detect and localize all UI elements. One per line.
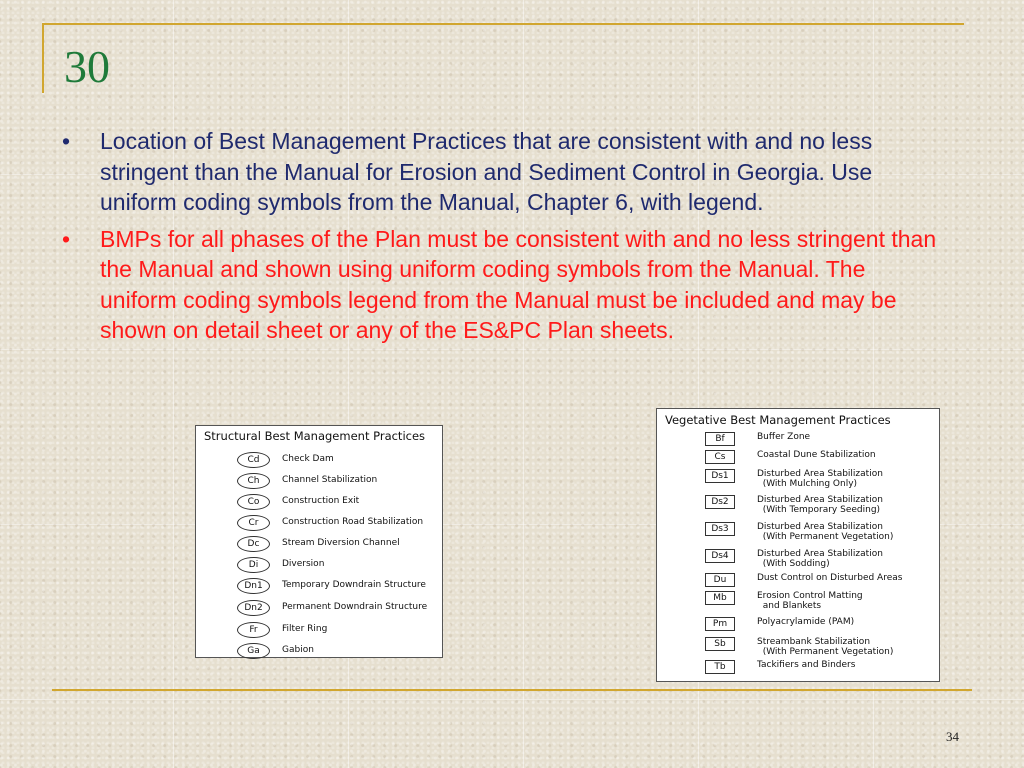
legend-code-symbol: Cr [237,515,270,531]
legend-row [196,578,426,594]
legend-code-symbol: Ds2 [705,495,735,509]
legend-label: Disturbed Area Stabilization (With Temporary Seeding) [757,495,883,515]
legend-row [657,591,863,611]
legend-label: Diversion [282,559,325,569]
bullet-marker: • [62,225,71,252]
legend-label: Check Dam [282,454,334,464]
legend-code-symbol: Cd [237,452,270,468]
legend-row [196,473,377,489]
legend-row [196,452,334,468]
legend-label: Gabion [282,645,314,655]
legend-row [196,643,314,659]
legend-row [657,617,854,631]
left-accent-rule [42,23,44,93]
legend-label: Coastal Dune Stabilization [757,450,876,460]
legend-label: Temporary Downdrain Structure [282,580,426,590]
legend-code-symbol: Tb [705,660,735,674]
legend-label: Dust Control on Disturbed Areas [757,573,903,583]
legend-row [657,549,883,569]
legend-label: Disturbed Area Stabilization (With Mulching Only) [757,469,883,489]
legend-code-symbol: Ds1 [705,469,735,483]
legend-code-symbol: Dn1 [237,578,270,594]
legend-label: Disturbed Area Stabilization (With Sodding) [757,549,883,569]
legend-row [196,494,359,510]
legend-code-symbol: Fr [237,622,270,638]
legend-label: Construction Road Stabilization [282,517,424,527]
legend-row [657,432,810,446]
legend-label: Erosion Control Matting and Blankets [757,591,863,611]
structural-bmp-legend [195,425,443,658]
legend-row [196,515,423,531]
legend-code-symbol: Du [705,573,735,587]
legend-row [657,573,902,587]
legend-title: Vegetative Best Management Practices [665,413,891,427]
legend-row [196,557,324,573]
legend-code-symbol: Cs [705,450,735,464]
legend-code-symbol: Pm [705,617,735,631]
bullet-text: BMPs for all phases of the Plan must be consistent with and no less stringent than the Manual and shown using uniform coding symbols from the Manual. The uniform coding symbols legend from the Manual must be included and may be shown on detail sheet or any of the ES&PC Plan sheets. [100,225,937,343]
legend-row [657,637,893,657]
legend-code-symbol: Di [237,557,270,573]
bottom-accent-rule [52,689,972,691]
legend-code-symbol: Ch [237,473,270,489]
bullet-item-location [62,126,942,218]
legend-title: Structural Best Management Practices [204,429,426,443]
legend-label: Streambank Stabilization (With Permanent Vegetation) [757,637,894,657]
legend-code-symbol: Mb [705,591,735,605]
bullet-item-bmps [62,224,942,346]
legend-code-symbol: Ds4 [705,549,735,563]
legend-row [196,600,427,616]
legend-label: Buffer Zone [757,432,811,442]
legend-code-symbol: Ga [237,643,270,659]
bullet-text: Location of Best Management Practices that are consistent with and no less stringent than the Manual for Erosion and Sediment Control in Georgia. Use uniform coding symbols from the Manual, Chapter 6, with legend. [100,128,873,215]
legend-row [657,660,855,674]
legend-label: Tackifiers and Binders [757,660,856,670]
legend-row [196,622,327,638]
bullet-list [62,126,942,352]
legend-row [657,495,883,515]
legend-code-symbol: Bf [705,432,735,446]
slide-title: 30 [64,41,110,92]
page-number: 34 [946,729,959,744]
legend-code-symbol: Sb [705,637,735,651]
vegetative-bmp-legend [656,408,940,682]
legend-label: Filter Ring [282,624,328,634]
legend-label: Disturbed Area Stabilization (With Permanent Vegetation) [757,522,894,542]
legend-row [657,469,883,489]
legend-label: Permanent Downdrain Structure [282,602,428,612]
top-accent-rule [42,23,964,25]
legend-code-symbol: Co [237,494,270,510]
legend-label: Channel Stabilization [282,475,378,485]
legend-label: Construction Exit [282,496,360,506]
legend-code-symbol: Ds3 [705,522,735,536]
legend-code-symbol: Dc [237,536,270,552]
legend-label: Stream Diversion Channel [282,538,400,548]
legend-row [657,522,893,542]
legend-code-symbol: Dn2 [237,600,270,616]
legend-label: Polyacrylamide (PAM) [757,617,855,627]
legend-row [657,450,876,464]
bullet-marker: • [62,128,71,154]
legend-row [196,536,400,552]
